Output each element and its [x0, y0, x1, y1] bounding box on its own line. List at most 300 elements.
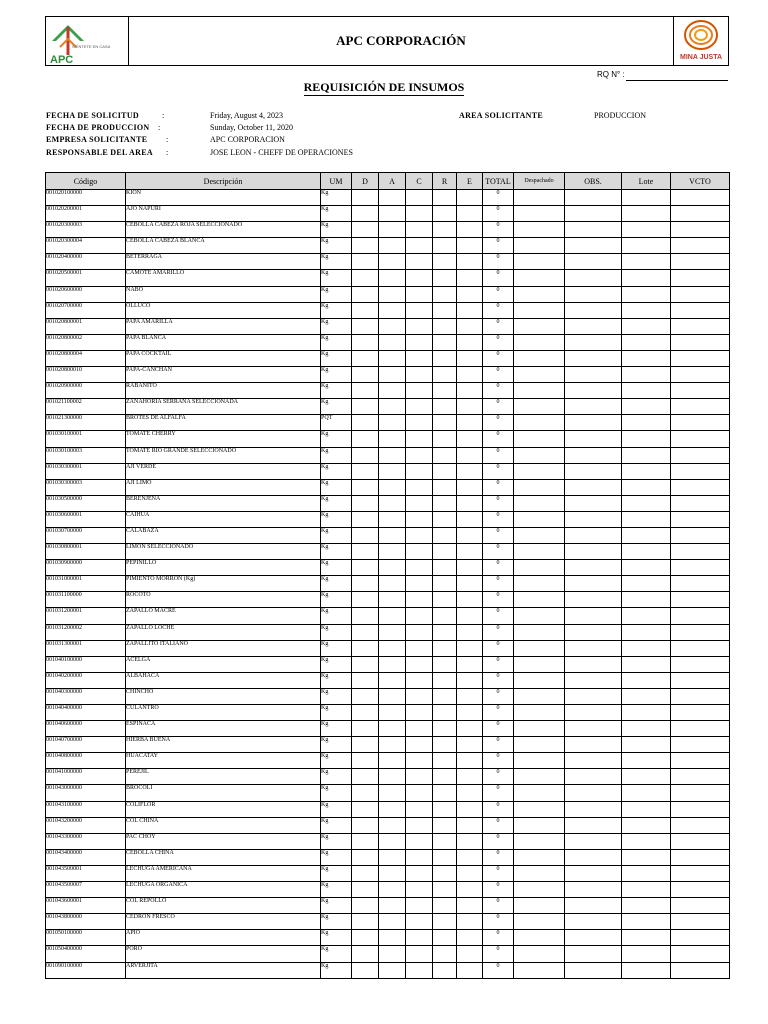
qty-c-cell[interactable]: [406, 769, 433, 785]
obs-cell[interactable]: [565, 415, 622, 431]
despachado-cell[interactable]: [514, 527, 565, 543]
obs-cell[interactable]: [565, 222, 622, 238]
qty-c-cell[interactable]: [406, 640, 433, 656]
qty-a-cell[interactable]: [379, 350, 406, 366]
lote-cell[interactable]: [622, 447, 671, 463]
qty-e-cell[interactable]: [457, 753, 483, 769]
qty-d-cell[interactable]: [352, 286, 379, 302]
qty-e-cell[interactable]: [457, 367, 483, 383]
qty-d-cell[interactable]: [352, 737, 379, 753]
obs-cell[interactable]: [565, 286, 622, 302]
lote-cell[interactable]: [622, 286, 671, 302]
qty-a-cell[interactable]: [379, 190, 406, 206]
lote-cell[interactable]: [622, 785, 671, 801]
qty-d-cell[interactable]: [352, 946, 379, 962]
qty-a-cell[interactable]: [379, 238, 406, 254]
qty-r-cell[interactable]: [433, 286, 457, 302]
qty-c-cell[interactable]: [406, 350, 433, 366]
despachado-cell[interactable]: [514, 833, 565, 849]
lote-cell[interactable]: [622, 511, 671, 527]
qty-a-cell[interactable]: [379, 544, 406, 560]
qty-c-cell[interactable]: [406, 608, 433, 624]
obs-cell[interactable]: [565, 238, 622, 254]
despachado-cell[interactable]: [514, 190, 565, 206]
qty-e-cell[interactable]: [457, 849, 483, 865]
qty-a-cell[interactable]: [379, 705, 406, 721]
qty-e-cell[interactable]: [457, 705, 483, 721]
despachado-cell[interactable]: [514, 383, 565, 399]
qty-a-cell[interactable]: [379, 286, 406, 302]
despachado-cell[interactable]: [514, 270, 565, 286]
obs-cell[interactable]: [565, 833, 622, 849]
lote-cell[interactable]: [622, 463, 671, 479]
obs-cell[interactable]: [565, 431, 622, 447]
obs-cell[interactable]: [565, 527, 622, 543]
despachado-cell[interactable]: [514, 238, 565, 254]
qty-e-cell[interactable]: [457, 447, 483, 463]
qty-e-cell[interactable]: [457, 206, 483, 222]
obs-cell[interactable]: [565, 447, 622, 463]
qty-c-cell[interactable]: [406, 334, 433, 350]
qty-e-cell[interactable]: [457, 592, 483, 608]
obs-cell[interactable]: [565, 206, 622, 222]
qty-d-cell[interactable]: [352, 495, 379, 511]
qty-c-cell[interactable]: [406, 898, 433, 914]
qty-a-cell[interactable]: [379, 576, 406, 592]
qty-c-cell[interactable]: [406, 399, 433, 415]
qty-r-cell[interactable]: [433, 721, 457, 737]
vcto-cell[interactable]: [671, 688, 730, 704]
vcto-cell[interactable]: [671, 592, 730, 608]
qty-e-cell[interactable]: [457, 914, 483, 930]
lote-cell[interactable]: [622, 656, 671, 672]
qty-d-cell[interactable]: [352, 238, 379, 254]
qty-d-cell[interactable]: [352, 431, 379, 447]
qty-e-cell[interactable]: [457, 946, 483, 962]
obs-cell[interactable]: [565, 882, 622, 898]
qty-c-cell[interactable]: [406, 721, 433, 737]
qty-d-cell[interactable]: [352, 672, 379, 688]
obs-cell[interactable]: [565, 753, 622, 769]
qty-d-cell[interactable]: [352, 544, 379, 560]
qty-a-cell[interactable]: [379, 318, 406, 334]
qty-c-cell[interactable]: [406, 865, 433, 881]
qty-r-cell[interactable]: [433, 898, 457, 914]
obs-cell[interactable]: [565, 479, 622, 495]
qty-a-cell[interactable]: [379, 415, 406, 431]
qty-d-cell[interactable]: [352, 479, 379, 495]
qty-r-cell[interactable]: [433, 511, 457, 527]
vcto-cell[interactable]: [671, 721, 730, 737]
qty-d-cell[interactable]: [352, 721, 379, 737]
qty-r-cell[interactable]: [433, 946, 457, 962]
obs-cell[interactable]: [565, 705, 622, 721]
qty-c-cell[interactable]: [406, 576, 433, 592]
qty-d-cell[interactable]: [352, 882, 379, 898]
qty-a-cell[interactable]: [379, 753, 406, 769]
obs-cell[interactable]: [565, 865, 622, 881]
lote-cell[interactable]: [622, 705, 671, 721]
qty-r-cell[interactable]: [433, 705, 457, 721]
vcto-cell[interactable]: [671, 447, 730, 463]
qty-c-cell[interactable]: [406, 527, 433, 543]
qty-d-cell[interactable]: [352, 898, 379, 914]
qty-c-cell[interactable]: [406, 302, 433, 318]
qty-c-cell[interactable]: [406, 447, 433, 463]
qty-d-cell[interactable]: [352, 190, 379, 206]
vcto-cell[interactable]: [671, 270, 730, 286]
obs-cell[interactable]: [565, 560, 622, 576]
lote-cell[interactable]: [622, 495, 671, 511]
qty-r-cell[interactable]: [433, 318, 457, 334]
qty-d-cell[interactable]: [352, 350, 379, 366]
despachado-cell[interactable]: [514, 544, 565, 560]
qty-r-cell[interactable]: [433, 479, 457, 495]
lote-cell[interactable]: [622, 849, 671, 865]
vcto-cell[interactable]: [671, 463, 730, 479]
vcto-cell[interactable]: [671, 882, 730, 898]
vcto-cell[interactable]: [671, 624, 730, 640]
qty-a-cell[interactable]: [379, 383, 406, 399]
lote-cell[interactable]: [622, 415, 671, 431]
qty-e-cell[interactable]: [457, 495, 483, 511]
qty-e-cell[interactable]: [457, 640, 483, 656]
qty-a-cell[interactable]: [379, 447, 406, 463]
despachado-cell[interactable]: [514, 367, 565, 383]
qty-d-cell[interactable]: [352, 527, 379, 543]
qty-c-cell[interactable]: [406, 415, 433, 431]
qty-a-cell[interactable]: [379, 962, 406, 978]
qty-c-cell[interactable]: [406, 544, 433, 560]
obs-cell[interactable]: [565, 592, 622, 608]
qty-a-cell[interactable]: [379, 688, 406, 704]
qty-a-cell[interactable]: [379, 946, 406, 962]
lote-cell[interactable]: [622, 270, 671, 286]
qty-a-cell[interactable]: [379, 930, 406, 946]
despachado-cell[interactable]: [514, 849, 565, 865]
qty-a-cell[interactable]: [379, 624, 406, 640]
vcto-cell[interactable]: [671, 238, 730, 254]
qty-e-cell[interactable]: [457, 527, 483, 543]
qty-r-cell[interactable]: [433, 769, 457, 785]
qty-d-cell[interactable]: [352, 688, 379, 704]
qty-e-cell[interactable]: [457, 801, 483, 817]
lote-cell[interactable]: [622, 206, 671, 222]
qty-d-cell[interactable]: [352, 865, 379, 881]
despachado-cell[interactable]: [514, 463, 565, 479]
despachado-cell[interactable]: [514, 479, 565, 495]
qty-d-cell[interactable]: [352, 447, 379, 463]
qty-a-cell[interactable]: [379, 527, 406, 543]
qty-c-cell[interactable]: [406, 367, 433, 383]
qty-e-cell[interactable]: [457, 833, 483, 849]
obs-cell[interactable]: [565, 495, 622, 511]
lote-cell[interactable]: [622, 946, 671, 962]
vcto-cell[interactable]: [671, 962, 730, 978]
qty-c-cell[interactable]: [406, 656, 433, 672]
vcto-cell[interactable]: [671, 817, 730, 833]
lote-cell[interactable]: [622, 672, 671, 688]
qty-r-cell[interactable]: [433, 190, 457, 206]
vcto-cell[interactable]: [671, 946, 730, 962]
qty-a-cell[interactable]: [379, 785, 406, 801]
despachado-cell[interactable]: [514, 222, 565, 238]
lote-cell[interactable]: [622, 882, 671, 898]
despachado-cell[interactable]: [514, 399, 565, 415]
despachado-cell[interactable]: [514, 705, 565, 721]
qty-r-cell[interactable]: [433, 270, 457, 286]
obs-cell[interactable]: [565, 624, 622, 640]
lote-cell[interactable]: [622, 801, 671, 817]
qty-a-cell[interactable]: [379, 431, 406, 447]
obs-cell[interactable]: [565, 769, 622, 785]
obs-cell[interactable]: [565, 914, 622, 930]
qty-c-cell[interactable]: [406, 801, 433, 817]
qty-e-cell[interactable]: [457, 463, 483, 479]
qty-c-cell[interactable]: [406, 270, 433, 286]
qty-d-cell[interactable]: [352, 399, 379, 415]
despachado-cell[interactable]: [514, 511, 565, 527]
obs-cell[interactable]: [565, 367, 622, 383]
lote-cell[interactable]: [622, 592, 671, 608]
vcto-cell[interactable]: [671, 753, 730, 769]
qty-c-cell[interactable]: [406, 495, 433, 511]
obs-cell[interactable]: [565, 672, 622, 688]
qty-a-cell[interactable]: [379, 560, 406, 576]
qty-a-cell[interactable]: [379, 640, 406, 656]
qty-c-cell[interactable]: [406, 592, 433, 608]
obs-cell[interactable]: [565, 511, 622, 527]
despachado-cell[interactable]: [514, 447, 565, 463]
vcto-cell[interactable]: [671, 544, 730, 560]
vcto-cell[interactable]: [671, 672, 730, 688]
qty-c-cell[interactable]: [406, 785, 433, 801]
qty-a-cell[interactable]: [379, 479, 406, 495]
despachado-cell[interactable]: [514, 286, 565, 302]
qty-a-cell[interactable]: [379, 334, 406, 350]
qty-e-cell[interactable]: [457, 415, 483, 431]
lote-cell[interactable]: [622, 367, 671, 383]
qty-a-cell[interactable]: [379, 254, 406, 270]
qty-d-cell[interactable]: [352, 930, 379, 946]
lote-cell[interactable]: [622, 688, 671, 704]
despachado-cell[interactable]: [514, 962, 565, 978]
qty-e-cell[interactable]: [457, 785, 483, 801]
qty-e-cell[interactable]: [457, 898, 483, 914]
qty-c-cell[interactable]: [406, 946, 433, 962]
despachado-cell[interactable]: [514, 318, 565, 334]
qty-c-cell[interactable]: [406, 817, 433, 833]
despachado-cell[interactable]: [514, 431, 565, 447]
qty-a-cell[interactable]: [379, 898, 406, 914]
vcto-cell[interactable]: [671, 334, 730, 350]
qty-e-cell[interactable]: [457, 334, 483, 350]
despachado-cell[interactable]: [514, 865, 565, 881]
qty-c-cell[interactable]: [406, 318, 433, 334]
vcto-cell[interactable]: [671, 254, 730, 270]
lote-cell[interactable]: [622, 640, 671, 656]
qty-r-cell[interactable]: [433, 447, 457, 463]
qty-a-cell[interactable]: [379, 656, 406, 672]
lote-cell[interactable]: [622, 769, 671, 785]
lote-cell[interactable]: [622, 833, 671, 849]
qty-r-cell[interactable]: [433, 914, 457, 930]
qty-d-cell[interactable]: [352, 608, 379, 624]
qty-a-cell[interactable]: [379, 849, 406, 865]
qty-e-cell[interactable]: [457, 688, 483, 704]
vcto-cell[interactable]: [671, 511, 730, 527]
qty-d-cell[interactable]: [352, 833, 379, 849]
lote-cell[interactable]: [622, 560, 671, 576]
qty-a-cell[interactable]: [379, 737, 406, 753]
qty-e-cell[interactable]: [457, 318, 483, 334]
qty-d-cell[interactable]: [352, 415, 379, 431]
qty-d-cell[interactable]: [352, 463, 379, 479]
vcto-cell[interactable]: [671, 576, 730, 592]
qty-d-cell[interactable]: [352, 705, 379, 721]
lote-cell[interactable]: [622, 721, 671, 737]
qty-e-cell[interactable]: [457, 479, 483, 495]
qty-a-cell[interactable]: [379, 367, 406, 383]
qty-e-cell[interactable]: [457, 930, 483, 946]
lote-cell[interactable]: [622, 479, 671, 495]
qty-d-cell[interactable]: [352, 801, 379, 817]
lote-cell[interactable]: [622, 624, 671, 640]
despachado-cell[interactable]: [514, 254, 565, 270]
qty-a-cell[interactable]: [379, 302, 406, 318]
qty-e-cell[interactable]: [457, 544, 483, 560]
despachado-cell[interactable]: [514, 946, 565, 962]
qty-d-cell[interactable]: [352, 753, 379, 769]
qty-r-cell[interactable]: [433, 930, 457, 946]
lote-cell[interactable]: [622, 527, 671, 543]
lote-cell[interactable]: [622, 318, 671, 334]
qty-d-cell[interactable]: [352, 769, 379, 785]
qty-e-cell[interactable]: [457, 769, 483, 785]
obs-cell[interactable]: [565, 817, 622, 833]
vcto-cell[interactable]: [671, 705, 730, 721]
lote-cell[interactable]: [622, 222, 671, 238]
qty-d-cell[interactable]: [352, 785, 379, 801]
qty-e-cell[interactable]: [457, 962, 483, 978]
qty-e-cell[interactable]: [457, 511, 483, 527]
qty-c-cell[interactable]: [406, 222, 433, 238]
despachado-cell[interactable]: [514, 576, 565, 592]
qty-d-cell[interactable]: [352, 318, 379, 334]
qty-c-cell[interactable]: [406, 238, 433, 254]
qty-e-cell[interactable]: [457, 737, 483, 753]
despachado-cell[interactable]: [514, 737, 565, 753]
qty-e-cell[interactable]: [457, 865, 483, 881]
vcto-cell[interactable]: [671, 560, 730, 576]
despachado-cell[interactable]: [514, 415, 565, 431]
qty-r-cell[interactable]: [433, 656, 457, 672]
qty-d-cell[interactable]: [352, 270, 379, 286]
qty-c-cell[interactable]: [406, 560, 433, 576]
qty-r-cell[interactable]: [433, 222, 457, 238]
qty-e-cell[interactable]: [457, 222, 483, 238]
qty-r-cell[interactable]: [433, 576, 457, 592]
qty-a-cell[interactable]: [379, 833, 406, 849]
qty-r-cell[interactable]: [433, 415, 457, 431]
qty-e-cell[interactable]: [457, 608, 483, 624]
qty-r-cell[interactable]: [433, 849, 457, 865]
qty-d-cell[interactable]: [352, 302, 379, 318]
despachado-cell[interactable]: [514, 688, 565, 704]
qty-d-cell[interactable]: [352, 254, 379, 270]
qty-e-cell[interactable]: [457, 672, 483, 688]
qty-c-cell[interactable]: [406, 849, 433, 865]
qty-d-cell[interactable]: [352, 560, 379, 576]
vcto-cell[interactable]: [671, 640, 730, 656]
qty-c-cell[interactable]: [406, 914, 433, 930]
qty-e-cell[interactable]: [457, 656, 483, 672]
obs-cell[interactable]: [565, 608, 622, 624]
qty-d-cell[interactable]: [352, 849, 379, 865]
despachado-cell[interactable]: [514, 930, 565, 946]
obs-cell[interactable]: [565, 946, 622, 962]
qty-r-cell[interactable]: [433, 688, 457, 704]
qty-d-cell[interactable]: [352, 576, 379, 592]
vcto-cell[interactable]: [671, 399, 730, 415]
vcto-cell[interactable]: [671, 930, 730, 946]
qty-d-cell[interactable]: [352, 222, 379, 238]
qty-r-cell[interactable]: [433, 206, 457, 222]
qty-c-cell[interactable]: [406, 688, 433, 704]
qty-r-cell[interactable]: [433, 865, 457, 881]
obs-cell[interactable]: [565, 254, 622, 270]
obs-cell[interactable]: [565, 656, 622, 672]
vcto-cell[interactable]: [671, 350, 730, 366]
obs-cell[interactable]: [565, 383, 622, 399]
qty-c-cell[interactable]: [406, 753, 433, 769]
qty-e-cell[interactable]: [457, 817, 483, 833]
lote-cell[interactable]: [622, 431, 671, 447]
qty-a-cell[interactable]: [379, 672, 406, 688]
obs-cell[interactable]: [565, 318, 622, 334]
qty-d-cell[interactable]: [352, 624, 379, 640]
qty-e-cell[interactable]: [457, 431, 483, 447]
qty-a-cell[interactable]: [379, 222, 406, 238]
lote-cell[interactable]: [622, 753, 671, 769]
qty-e-cell[interactable]: [457, 238, 483, 254]
qty-d-cell[interactable]: [352, 962, 379, 978]
qty-e-cell[interactable]: [457, 286, 483, 302]
lote-cell[interactable]: [622, 962, 671, 978]
qty-a-cell[interactable]: [379, 463, 406, 479]
obs-cell[interactable]: [565, 785, 622, 801]
qty-r-cell[interactable]: [433, 833, 457, 849]
obs-cell[interactable]: [565, 190, 622, 206]
qty-d-cell[interactable]: [352, 592, 379, 608]
despachado-cell[interactable]: [514, 560, 565, 576]
despachado-cell[interactable]: [514, 753, 565, 769]
vcto-cell[interactable]: [671, 833, 730, 849]
vcto-cell[interactable]: [671, 318, 730, 334]
qty-c-cell[interactable]: [406, 882, 433, 898]
qty-r-cell[interactable]: [433, 640, 457, 656]
lote-cell[interactable]: [622, 544, 671, 560]
vcto-cell[interactable]: [671, 527, 730, 543]
qty-e-cell[interactable]: [457, 399, 483, 415]
qty-r-cell[interactable]: [433, 383, 457, 399]
vcto-cell[interactable]: [671, 431, 730, 447]
qty-r-cell[interactable]: [433, 785, 457, 801]
qty-a-cell[interactable]: [379, 721, 406, 737]
despachado-cell[interactable]: [514, 882, 565, 898]
lote-cell[interactable]: [622, 190, 671, 206]
qty-a-cell[interactable]: [379, 206, 406, 222]
